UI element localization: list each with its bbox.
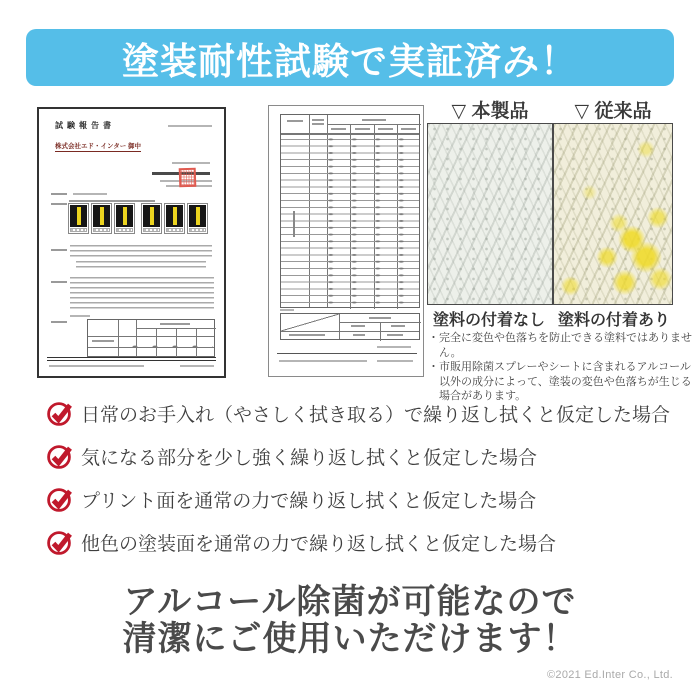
text-paragraph (76, 261, 206, 270)
sample-photo (141, 203, 162, 234)
banner-title: 塗装耐性試験で実証済み！ (122, 40, 578, 82)
sample-photo (164, 203, 185, 234)
headline-line-2: 清潔にご使用いただけます！ (122, 620, 578, 658)
text-line (312, 119, 324, 121)
check-circle-icon (47, 400, 74, 427)
vertical-label (293, 211, 295, 237)
list-item (47, 528, 677, 556)
test-condition-list (47, 399, 677, 556)
conventional-caption: 塗料の付着あり (557, 312, 670, 329)
sample-photo (114, 203, 135, 234)
footer-rule (277, 353, 417, 354)
report-title: 試験報告書 (55, 121, 115, 130)
text-line (279, 360, 367, 362)
text-line (362, 119, 386, 121)
text-line (51, 203, 67, 205)
report-addressee: 株式会社エド・インター 御中 (55, 143, 142, 150)
bottom-headline (0, 584, 700, 658)
text-line (377, 346, 411, 348)
report-page-2 (268, 105, 424, 377)
list-item-text: プリント面を通常の力で繰り返し拭くと仮定した場合 (81, 490, 537, 512)
company-stamp (179, 168, 197, 188)
text-line (51, 249, 67, 251)
text-line (355, 128, 370, 130)
text-line (378, 128, 393, 130)
text-line (387, 334, 403, 336)
text-line (369, 317, 391, 319)
text-line (391, 325, 405, 327)
text-line (51, 321, 67, 323)
footer-rule (47, 357, 216, 361)
text-line (92, 340, 114, 342)
headline-line-1: アルコール除菌が可能なので (123, 583, 577, 621)
text-line (69, 200, 155, 202)
text-line (73, 193, 107, 195)
text-line (331, 128, 346, 130)
text-line (351, 325, 365, 327)
list-item-text: 気になる部分を少し強く繰り返し拭くと仮定した場合 (81, 447, 538, 469)
text-line (180, 365, 214, 367)
text-line (49, 365, 144, 367)
test-sample-photos (68, 203, 208, 234)
text-line (353, 334, 365, 336)
text-line (51, 193, 67, 195)
sample-photo (187, 203, 208, 234)
sample-photo (68, 203, 89, 234)
list-item-text: 日常のお手入れ（やさしく拭き取る）で繰り返し拭くと仮定した場合 (81, 404, 671, 426)
text-paragraph (70, 277, 214, 309)
copyright-text: ©2021 Ed.Inter Co., Ltd. (547, 669, 673, 681)
product-caption: 塗料の付着なし (432, 312, 545, 329)
text-line (312, 123, 324, 125)
disclaimer-note: ・市販用除菌スプレーやシートに含まれるアルコール以外の成分によって、塗装の変色や色落ちが生じる場合があります。 (428, 361, 692, 403)
text-line (168, 125, 212, 127)
text-line (160, 323, 190, 325)
sample-photo (91, 203, 112, 234)
text-line (51, 281, 67, 283)
table-values (310, 134, 418, 306)
result-table-small (87, 319, 215, 357)
disclaimer-notes (428, 331, 696, 404)
report-page-1 (37, 107, 226, 378)
check-circle-icon (47, 486, 74, 513)
product-label: ▽ 本製品 (451, 101, 529, 122)
title-banner (26, 29, 674, 86)
list-item (47, 442, 677, 470)
fabric-image-conventional (553, 123, 673, 305)
text-line (70, 315, 90, 317)
text-line (289, 334, 325, 336)
text-line (401, 128, 416, 130)
list-item-text: 他色の塗装面を通常の力で繰り返し拭くと仮定した場合 (81, 533, 557, 555)
summary-table (280, 313, 420, 340)
list-item (47, 485, 677, 513)
text-line (287, 120, 303, 122)
table-values (118, 337, 213, 355)
list-item (47, 399, 677, 427)
fabric-image-product (427, 123, 553, 305)
result-table-large (280, 114, 420, 308)
text-line (377, 360, 413, 362)
check-circle-icon (47, 529, 74, 556)
text-line (280, 309, 294, 311)
text-line (172, 162, 210, 164)
check-circle-icon (47, 443, 74, 470)
text-paragraph (70, 245, 212, 258)
diagonal-cell (281, 314, 339, 331)
disclaimer-note: ・完全に変色や色落ちを防止できる塗料ではありません。 (428, 332, 692, 359)
conventional-label: ▽ 従来品 (574, 101, 652, 122)
